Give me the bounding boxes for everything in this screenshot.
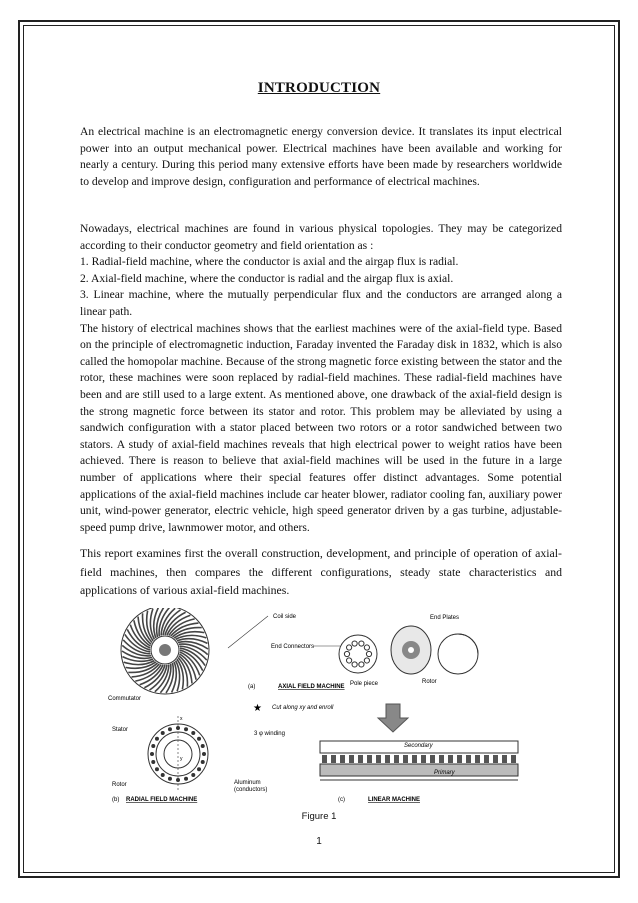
label-winding: 3 φ winding bbox=[254, 731, 285, 737]
primary-tooth-mark bbox=[484, 755, 489, 763]
primary-tooth-mark bbox=[358, 755, 363, 763]
primary-tooth-mark bbox=[340, 755, 345, 763]
label-axial-title: AXIAL FIELD MACHINE bbox=[278, 684, 345, 690]
intro-paragraph-block-2 bbox=[80, 221, 562, 536]
label-commutator: Commutator bbox=[108, 696, 142, 702]
primary-tooth-mark bbox=[349, 755, 354, 763]
label-x: x bbox=[180, 716, 183, 722]
stator-slot-mark bbox=[197, 737, 201, 741]
label-sub-c: (c) bbox=[338, 797, 345, 803]
pole-piece-mark bbox=[359, 641, 364, 646]
label-cut-note: Cut along xy and enroll bbox=[272, 705, 334, 711]
primary-tooth-mark bbox=[376, 755, 381, 763]
paragraph: The history of electrical machines shows that the earliest machines were of the axial-field type. Based on the principle of electromagnetic induction, Faraday invented the Faraday disk in 1832, which is also called the homopolar machine. Because of the strong magnetic force existing between the stator and the rotor, these machines were soon replaced by radial-field machines. These radial-field machines have been and are still used to a large extent. As mentioned above, one drawback of the axial-field design is the strong magnetic force between its stator and rotor. This problem may be alleviated by using a sandwich configuration with a stator placed between two rotors or a rotor sandwiched between two stators. A study of axial-field machines reveals that high electrical power to weight ratios have been achieved. There is reason to believe that axial-field machines will be used in the future in a large number of applications where their special features offer distinct advantages. Some potential applications of the axial-field machines include car heater blower, radiator cooling fan, auxiliary power unit, wind-power generator, electric vehicle, high speed generator driven by a gas turbine, adjustable-speed pump drive, lawnmower motor, and others. bbox=[80, 321, 562, 534]
intro-paragraph-3 bbox=[80, 544, 562, 600]
end-plates-drawing bbox=[339, 626, 478, 674]
label-rotor-bottom: Rotor bbox=[112, 782, 127, 788]
primary-tooth-mark bbox=[322, 755, 327, 763]
pole-piece-mark bbox=[352, 662, 357, 667]
primary-tooth-mark bbox=[394, 755, 399, 763]
pole-piece-mark bbox=[366, 651, 371, 656]
label-rotor-top: Rotor bbox=[422, 679, 437, 685]
primary-tooth-mark bbox=[331, 755, 336, 763]
stator-slot-mark bbox=[168, 727, 172, 731]
label-pole-piece: Pole piece bbox=[350, 681, 379, 687]
pole-piece-mark bbox=[352, 641, 357, 646]
primary-tooth-mark bbox=[412, 755, 417, 763]
primary-tooth-mark bbox=[421, 755, 426, 763]
label-conductors: (conductors) bbox=[234, 787, 268, 793]
pole-piece-mark bbox=[364, 645, 369, 650]
list-item: 2. Axial-field machine, where the conductor is radial and the airgap flux is axial. bbox=[80, 271, 454, 285]
primary-tooth-mark bbox=[466, 755, 471, 763]
linear-machine-drawing bbox=[320, 704, 518, 780]
primary-tooth-mark bbox=[367, 755, 372, 763]
pole-piece-mark bbox=[347, 645, 352, 650]
primary-tooth-mark bbox=[511, 755, 516, 763]
label-end-plates: End Plates bbox=[430, 615, 460, 621]
label-stator: Stator bbox=[112, 727, 129, 733]
leader-line bbox=[228, 616, 268, 648]
list-item: 3. Linear machine, where the mutually perpendicular flux and the conductors are arranged along a linear path. bbox=[80, 288, 562, 318]
label-end-connectors: End Connectors bbox=[271, 644, 315, 650]
pole-piece-mark bbox=[364, 658, 369, 663]
paragraph: Nowadays, electrical machines are found in various physical topologies. They may be categorized according to their conductor geometry and field orientation as : bbox=[80, 222, 562, 252]
stator-slot-mark bbox=[191, 731, 195, 735]
stator-slot-mark bbox=[151, 760, 155, 764]
stator-slot-mark bbox=[184, 777, 188, 781]
pole-piece-mark bbox=[344, 651, 349, 656]
page-number: 1 bbox=[316, 836, 322, 847]
primary-tooth-mark bbox=[385, 755, 390, 763]
label-primary: Primary bbox=[434, 770, 455, 776]
stator-slot-mark bbox=[201, 760, 205, 764]
label-radial-title: RADIAL FIELD MACHINE bbox=[126, 797, 198, 803]
stator-slot-mark bbox=[201, 744, 205, 748]
pole-piece-mark bbox=[347, 658, 352, 663]
stator-slot-mark bbox=[161, 731, 165, 735]
primary-tooth-mark bbox=[457, 755, 462, 763]
stator-slot-mark bbox=[202, 752, 206, 756]
label-secondary: Secondary bbox=[404, 743, 433, 749]
paragraph: An electrical machine is an electromagnetic energy conversion device. It translates its input electrical power into an output mechanical power. Electrical machines have been available and working for nearly a century. During this period many extensive efforts have been made by researchers worldwide to develop and improve design, configuration and performance of electrical machines. bbox=[80, 125, 562, 188]
axial-wheel-drawing bbox=[121, 608, 209, 694]
primary-tooth-mark bbox=[448, 755, 453, 763]
stator-slot-mark bbox=[197, 767, 201, 771]
primary-tooth-mark bbox=[403, 755, 408, 763]
intro-paragraph-1 bbox=[80, 124, 562, 190]
label-y: y bbox=[180, 756, 183, 762]
radial-machine-drawing bbox=[148, 716, 208, 792]
primary-tooth-mark bbox=[439, 755, 444, 763]
stator-slot-mark bbox=[155, 767, 159, 771]
label-sub-b: (b) bbox=[112, 797, 120, 803]
label-aluminum: Aluminum bbox=[234, 780, 261, 786]
pole-piece-mark bbox=[359, 662, 364, 667]
stator-slot-mark bbox=[155, 737, 159, 741]
primary-tooth-mark bbox=[475, 755, 480, 763]
star-icon: ★ bbox=[253, 703, 262, 714]
page-title: INTRODUCTION bbox=[257, 80, 381, 96]
stator-slot-mark bbox=[191, 773, 195, 777]
stator-slot-mark bbox=[168, 777, 172, 781]
stator-slot-mark bbox=[151, 744, 155, 748]
figure-1-diagram bbox=[108, 608, 528, 806]
stator-slot-mark bbox=[150, 752, 154, 756]
stator-slot-mark bbox=[161, 773, 165, 777]
figure-caption: Figure 1 bbox=[301, 811, 337, 822]
primary-tooth-mark bbox=[430, 755, 435, 763]
primary-tooth-mark bbox=[493, 755, 498, 763]
label-linear-title: LINEAR MACHINE bbox=[368, 797, 420, 803]
list-item: 1. Radial-field machine, where the conductor is axial and the airgap flux is radial. bbox=[80, 255, 459, 269]
primary-tooth-mark bbox=[502, 755, 507, 763]
label-sub-a: (a) bbox=[248, 684, 256, 690]
paragraph: This report examines first the overall construction, development, and principle of operation of axial-field machines, then compares the different configurations, steady state characteristics and applications of various axial-field machines. bbox=[80, 546, 562, 598]
stator-slot-mark bbox=[184, 727, 188, 731]
label-coil-side: Coil side bbox=[273, 614, 297, 620]
